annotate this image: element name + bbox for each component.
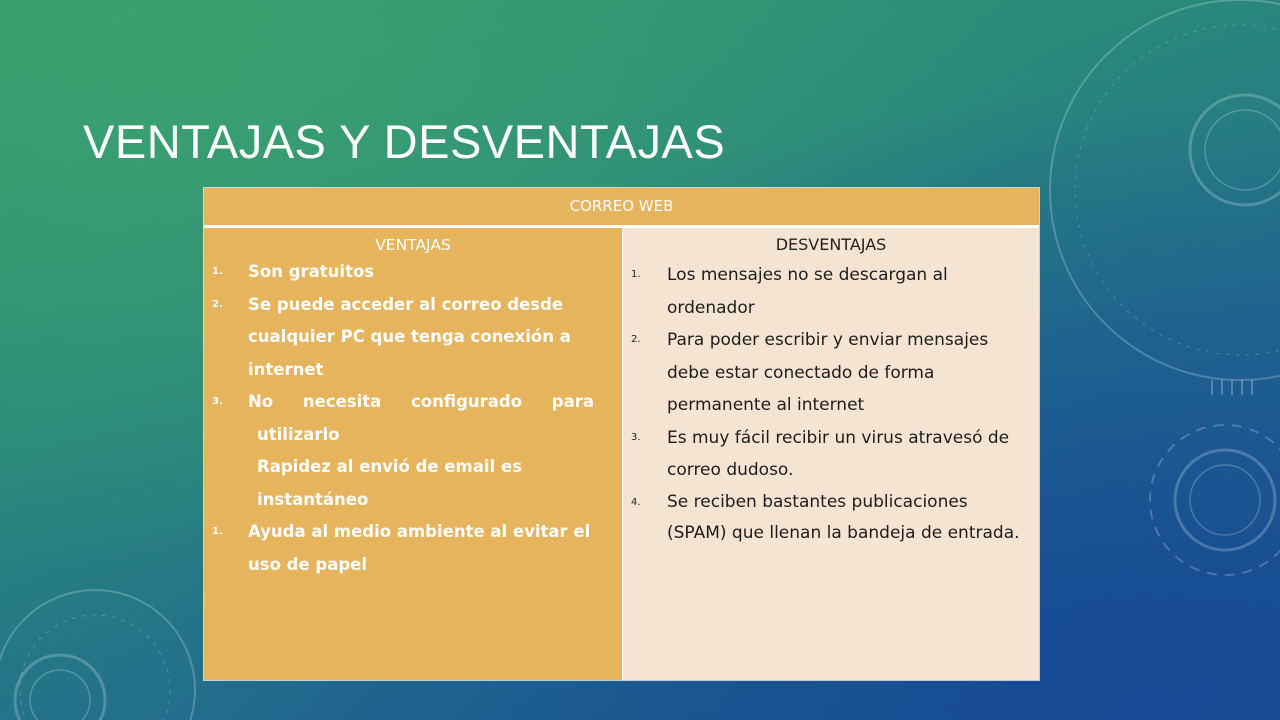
list-number: 1. xyxy=(631,269,641,280)
list-number: 4. xyxy=(631,496,641,508)
ventajas-item xyxy=(204,386,622,419)
ventajas-continuation: instantáneo xyxy=(257,489,369,509)
ventajas-item xyxy=(204,256,622,289)
desventajas-item xyxy=(623,259,1039,324)
list-number: 1. xyxy=(212,526,223,537)
table-header: CORREO WEB xyxy=(204,188,1039,228)
ventajas-item-text: No necesita configurado para xyxy=(248,392,594,411)
slide-title: VENTAJAS Y DESVENTAJAS xyxy=(83,115,726,168)
ventajas-item-text: Ayuda al medio ambiente al evitar el uso de papel xyxy=(248,522,591,574)
desventajas-item-text: Para poder escribir y enviar mensajes debe estar conectado de forma permanente al internet xyxy=(667,330,989,415)
list-number: 3. xyxy=(631,431,641,443)
desventajas-column xyxy=(622,228,1039,680)
desventajas-item xyxy=(623,487,1039,549)
comparison-table xyxy=(203,187,1040,681)
list-number: 2. xyxy=(212,298,223,310)
ventajas-heading: VENTAJAS xyxy=(375,236,451,254)
desventajas-item xyxy=(623,422,1039,487)
ventajas-item xyxy=(204,289,622,387)
ventajas-item-text: Son gratuitos xyxy=(248,262,375,281)
desventajas-item-text: Los mensajes no se descargan al ordenador xyxy=(667,265,948,318)
list-number: 1. xyxy=(212,266,223,277)
ventajas-column xyxy=(204,228,622,680)
list-number: 3. xyxy=(212,396,223,407)
ventajas-continuation: Rapidez al envió de email es xyxy=(257,457,522,476)
ventajas-item xyxy=(204,516,622,581)
list-number: 2. xyxy=(631,334,641,345)
desventajas-item xyxy=(623,324,1039,422)
ventajas-item-text: Se puede acceder al correo desde cualquier PC que tenga conexión a internet xyxy=(248,294,571,379)
desventajas-item-text: Es muy fácil recibir un virus atravesó de correo dudoso. xyxy=(667,427,1010,480)
ventajas-continuation: utilizarlo xyxy=(257,424,340,444)
desventajas-heading: DESVENTAJAS xyxy=(775,235,887,254)
desventajas-item-text: Se reciben bastantes publicaciones (SPAM) que llenan la bandeja de entrada. xyxy=(667,491,1020,543)
